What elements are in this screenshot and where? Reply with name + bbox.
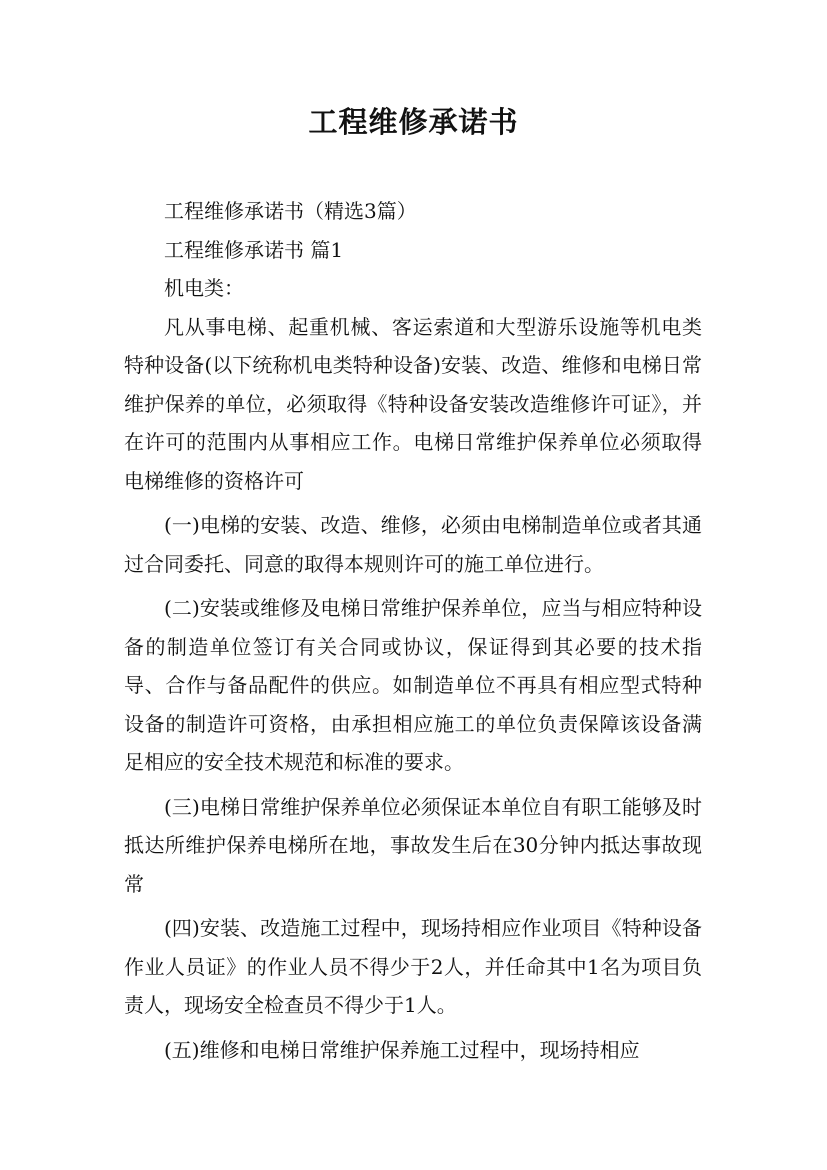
paragraph-intro: 凡从事电梯、起重机械、客运索道和大型游乐设施等机电类特种设备(以下统称机电类特种设备)安装、改造、维修和电梯日常维护保养的单位，必须取得《特种设备安装改造维修许可证》，并在许可的范围内从事相应工作。电梯日常维护保养单位必须取得电梯维修的资格许可 <box>124 314 702 493</box>
paragraph-item-5: (五)维修和电梯日常维护保养施工过程中，现场持相应 <box>164 1037 640 1062</box>
paragraph-subtitle: 工程维修承诺书（精选3篇） <box>164 199 417 223</box>
paragraph-item-1: (一)电梯的安装、改造、维修，必须由电梯制造单位或者其通过合同委托、同意的取得本规则许可的施工单位进行。 <box>124 513 702 576</box>
paragraph-item-3: (三)电梯日常维护保养单位必须保证本单位自有职工能够及时抵达所维护保养电梯所在地，事故发生后在30分钟内抵达事故现常 <box>124 794 702 896</box>
paragraph-item-2: (二)安装或维修及电梯日常维护保养单位，应当与相应特种设备的制造单位签订有关合同或协议，保证得到其必要的技术指导、合作与备品配件的供应。如制造单位不再具有相应型式特种设备的制造许可资格，由承担相应施工的单位负责保障该设备满足相应的安全技术规范和标准的要求。 <box>124 596 702 774</box>
paragraph-item-4: (四)安装、改造施工过程中，现场持相应作业项目《特种设备作业人员证》的作业人员不得少于2人，并任命其中1名为项目负责人，现场安全检查员不得少于1人。 <box>124 916 702 1017</box>
document-body <box>124 192 702 1069</box>
document-title: 工程维修承诺书 <box>308 105 519 139</box>
paragraph-category: 机电类： <box>164 276 244 300</box>
paragraph-heading: 工程维修承诺书 篇1 <box>164 237 344 262</box>
